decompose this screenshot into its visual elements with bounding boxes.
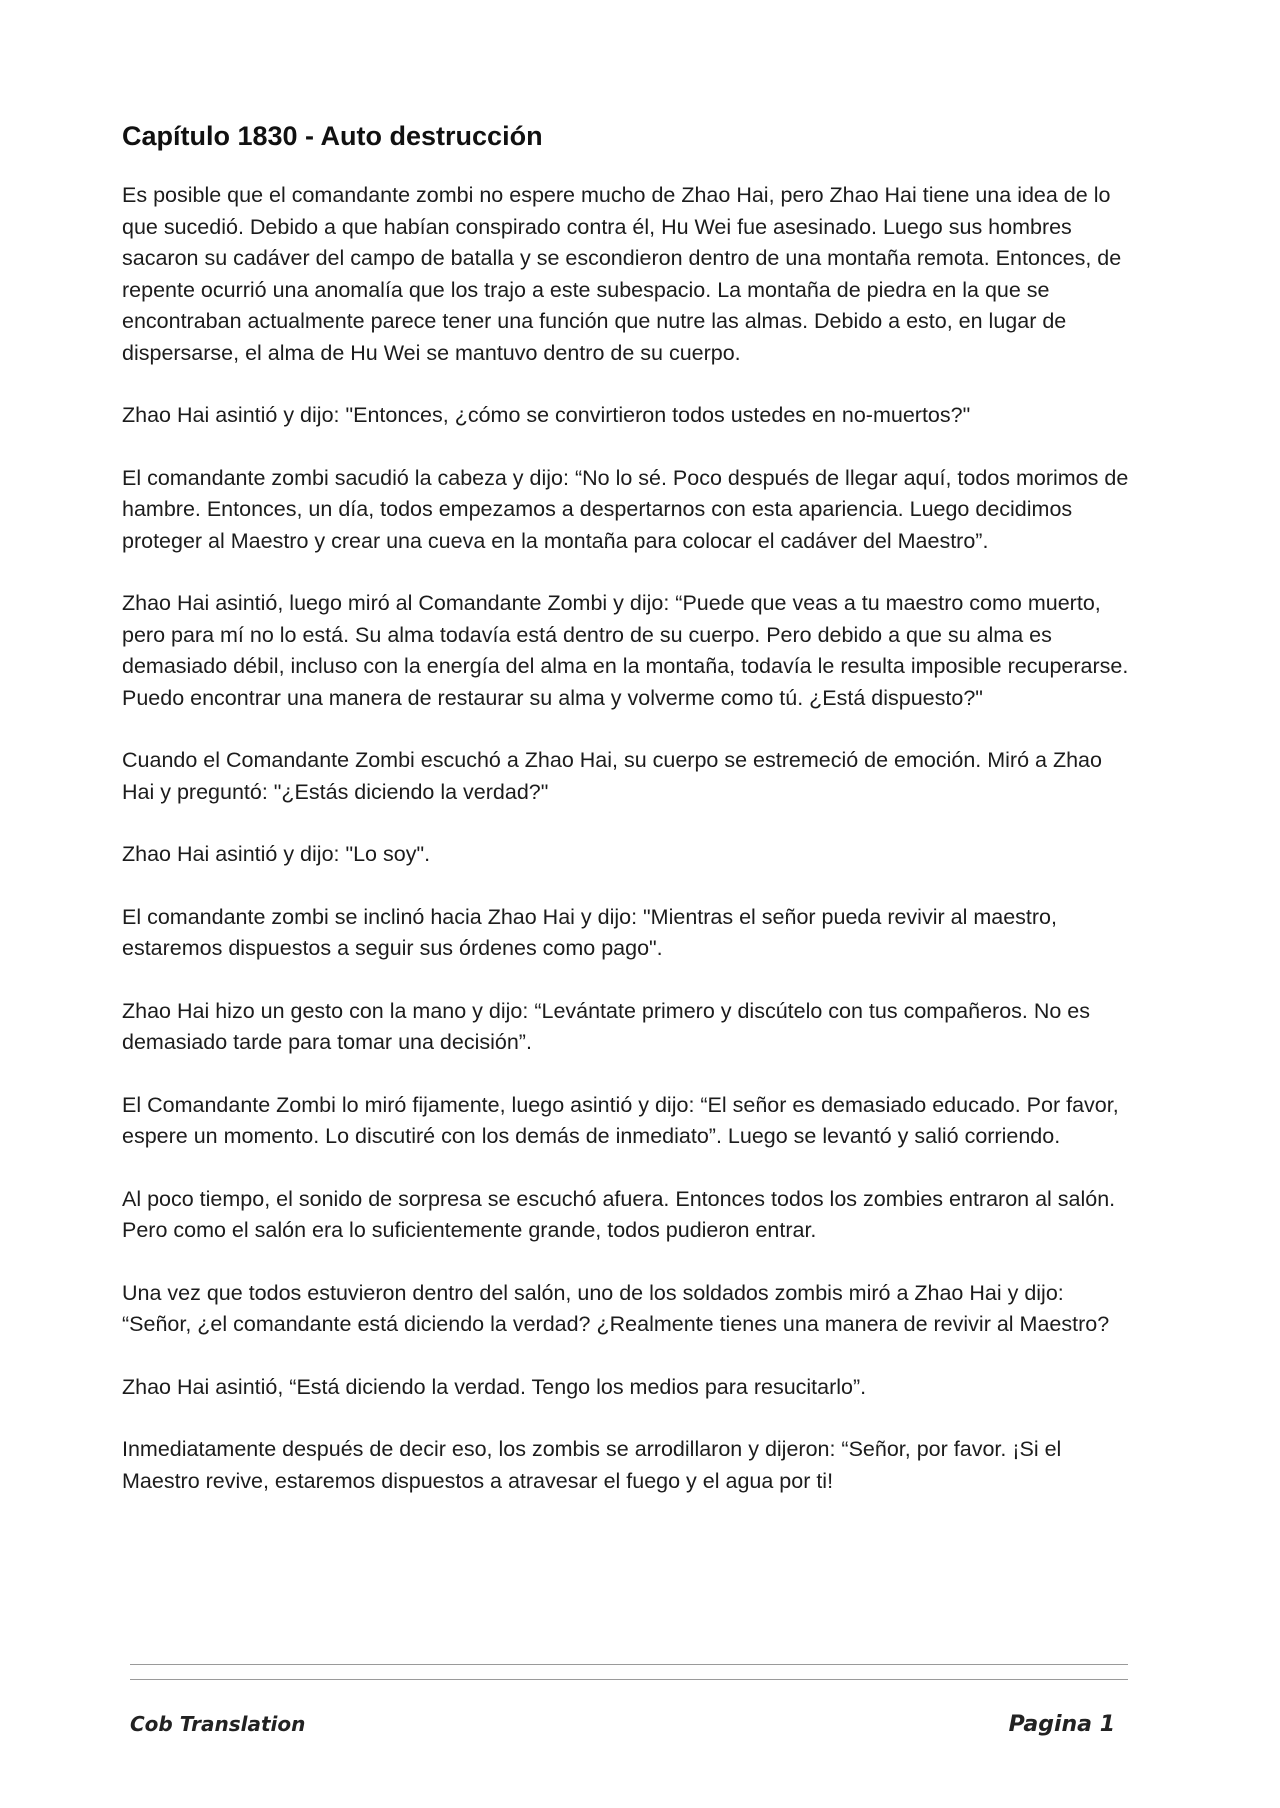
paragraph: Una vez que todos estuvieron dentro del salón, uno de los soldados zombis miró a Zhao Hai y dijo: “Señor, ¿el comandante está diciendo la verdad? ¿Realmente tienes una manera de revivir al Maestro?	[122, 1280, 1110, 1336]
paragraph: Inmediatamente después de decir eso, los zombis se arrodillaron y dijeron: “Señor, por favor. ¡Si el Maestro revive, estaremos dispuestos a atravesar el fuego y el agua por ti!	[122, 1437, 1062, 1493]
paragraph: Es posible que el comandante zombi no espere mucho de Zhao Hai, pero Zhao Hai tiene una idea de lo que sucedió. Debido a que habían conspirado contra él, Hu Wei fue asesinado. Luego sus hombres sacaron su cadáver del campo de batalla y se escondieron dentro de una montaña remota. Entonces, de repente ocurrió una anomalía que los trajo a este subespacio. La montaña de piedra en la que se encontraban actualmente parece tener una función que nutre las almas. Debido a esto, en lugar de dispersarse, el alma de Hu Wei se mantuvo dentro de su cuerpo.	[122, 183, 1122, 365]
paragraph: El Comandante Zombi lo miró fijamente, luego asintió y dijo: “El señor es demasiado educado. Por favor, espere un momento. Lo discutiré con los demás de inmediato”. Luego se levantó y salió corriendo.	[122, 1092, 1119, 1148]
paragraph: El comandante zombi sacudió la cabeza y dijo: “No lo sé. Poco después de llegar aquí, todos morimos de hambre. Entonces, un día, todos empezamos a despertarnos con esta apariencia. Luego decidimos proteger al Maestro y crear una cueva en la montaña para colocar el cadáver del Maestro”.	[122, 465, 1129, 553]
paragraph: Cuando el Comandante Zombi escuchó a Zhao Hai, su cuerpo se estremeció de emoción. Miró a Zhao Hai y preguntó: "¿Estás diciendo la verdad?"	[122, 748, 1102, 804]
document-body	[122, 118, 1132, 1528]
paragraph: Al poco tiempo, el sonido de sorpresa se escuchó afuera. Entonces todos los zombies entraron al salón. Pero como el salón era lo suficientemente grande, todos pudieron entrar.	[122, 1186, 1116, 1242]
footer-page-number: Pagina 1	[1008, 1712, 1115, 1737]
paragraph: Zhao Hai asintió, “Está diciendo la verdad. Tengo los medios para resucitarlo”.	[122, 1374, 867, 1399]
paragraph: Zhao Hai asintió y dijo: "Lo soy".	[122, 842, 431, 866]
paragraph: Zhao Hai asintió, luego miró al Comandante Zombi y dijo: “Puede que veas a tu maestro como muerto, pero para mí no lo está. Su alma todavía está dentro de su cuerpo. Pero debido a que su alma es demasiado débil, incluso con la energía del alma en la montaña, todavía le resulta imposible recuperarse. Puedo encontrar una manera de restaurar su alma y volverme como tú. ¿Está dispuesto?"	[122, 591, 1129, 710]
footer-divider-top	[130, 1664, 1128, 1665]
footer-translator-credit: Cob Translation	[130, 1712, 306, 1736]
chapter-title: Capítulo 1830 - Auto destrucción	[122, 121, 543, 151]
paragraph: Zhao Hai hizo un gesto con la mano y dijo: “Levántate primero y discútelo con tus compañeros. No es demasiado tarde para tomar una decisión”.	[122, 998, 1091, 1054]
paragraph: Zhao Hai asintió y dijo: "Entonces, ¿cómo se convirtieron todos ustedes en no-muertos?"	[122, 403, 971, 427]
paragraph: El comandante zombi se inclinó hacia Zhao Hai y dijo: "Mientras el señor pueda revivir al maestro, estaremos dispuestos a seguir sus órdenes como pago".	[122, 904, 1057, 960]
footer-divider-bottom	[130, 1679, 1128, 1680]
